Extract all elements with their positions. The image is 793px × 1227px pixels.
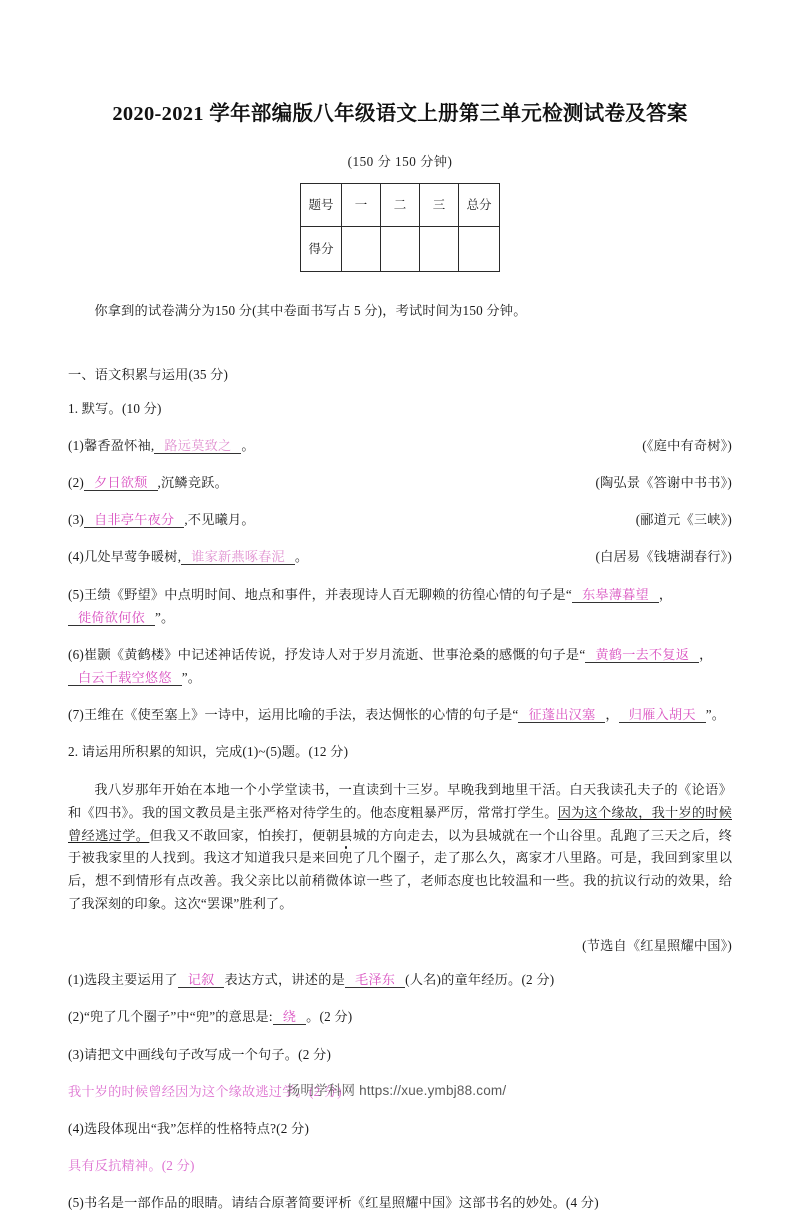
answer-blank-6b[interactable]: 白云千载空悠悠 bbox=[68, 670, 182, 686]
fill-blank-item-3 bbox=[68, 508, 732, 531]
question-2-heading: 2. 请运用所积累的知识，完成(1)~(5)题。(12 分) bbox=[68, 744, 349, 760]
passage-emphasis-char: 兜 bbox=[339, 850, 353, 866]
score-cell-1[interactable] bbox=[381, 226, 420, 271]
item-7-before: 王维在《使至塞上》一诗中，运用比喻的手法，表达惆怅的心情的句子是“ bbox=[83, 706, 519, 722]
sub-answer-blank-2a[interactable]: 绕 bbox=[273, 1009, 306, 1025]
sub-answer-blank-1a[interactable]: 记叙 bbox=[178, 972, 225, 988]
fill-blank-item-7 bbox=[68, 703, 732, 726]
score-table-row-label-0: 题号 bbox=[301, 183, 342, 226]
sub-2-before: “兜了几个圈子”中“兜”的意思是: bbox=[83, 1009, 273, 1025]
citation-3: (郦道元《三峡》) bbox=[635, 512, 732, 528]
sub-question-3-prompt: (3)请把文中画线句子改写成一个句子。(2 分) bbox=[68, 1046, 332, 1062]
item-7-after: ”。 bbox=[705, 706, 726, 722]
passage-underlined-sentence: 因为这个缘故，我十岁的时候曾经逃过学。 bbox=[68, 804, 732, 843]
score-cell-2[interactable] bbox=[420, 226, 459, 271]
item-5-before: 王绩《野望》中点明时间、地点和事件，并表现诗人百无聊赖的彷徨心情的句子是“ bbox=[83, 586, 572, 602]
item-5-mid: ， bbox=[658, 586, 673, 602]
citation-2: (陶弘景《答谢中书书》) bbox=[595, 475, 732, 491]
section-heading-1: 一、语文积累与运用(35 分) bbox=[68, 367, 229, 383]
passage-part-2a: 但我又不敢回家，怕挨打，便朝县城的方向走去，以为县城就在一个山谷里。乱跑了三天之后，终于被我家里的人找到。我这才知道我只是来回 bbox=[68, 827, 732, 866]
answer-blank-7b[interactable]: 归雁入胡天 bbox=[619, 707, 706, 723]
reading-passage bbox=[68, 779, 732, 915]
sub-question-3-answer[interactable]: 我十岁的时候曾经因为这个缘故逃过学。(2 分) bbox=[68, 1083, 342, 1099]
sub-1-mid: 表达方式，讲述的是 bbox=[224, 972, 345, 988]
citation-1: (《庭中有奇树》) bbox=[642, 438, 732, 454]
answer-blank-5b[interactable]: 徙倚欲何依 bbox=[68, 610, 155, 626]
answer-blank-6a[interactable]: 黄鹤一去不复返 bbox=[585, 647, 699, 663]
score-table bbox=[300, 183, 500, 272]
site-watermark: 扬明学科网 https://xue.ymbj88.com/ bbox=[286, 1083, 507, 1098]
item-5-after: ”。 bbox=[154, 609, 175, 625]
item-1-before: 馨香盈怀袖, bbox=[83, 438, 155, 454]
item-6-before: 崔颢《黄鹤楼》中记述神话传说，抒发诗人对于岁月流逝、世事沧桑的感慨的句子是“ bbox=[83, 646, 586, 662]
question-1-heading: 1. 默写。(10 分) bbox=[68, 401, 162, 417]
score-table-col-1: 二 bbox=[381, 183, 420, 226]
score-cell-3[interactable] bbox=[459, 226, 500, 271]
item-3-after: ,不见曦月。 bbox=[184, 512, 255, 528]
item-7-mid: ， bbox=[605, 706, 619, 722]
sub-answer-blank-1b[interactable]: 毛泽东 bbox=[345, 972, 405, 988]
item-6-mid: ， bbox=[699, 646, 713, 662]
sub-1-before: 选段主要运用了 bbox=[83, 972, 178, 988]
sub-1-after: (人名)的童年经历。(2 分) bbox=[405, 972, 555, 988]
page-title: 2020-2021 学年部编版八年级语文上册第三单元检测试卷及答案 bbox=[112, 103, 688, 125]
score-time-subtitle: (150 分 150 分钟) bbox=[347, 153, 453, 169]
sub-question-1 bbox=[68, 968, 732, 991]
item-4-after: 。 bbox=[294, 549, 309, 565]
item-5-number: (5) bbox=[68, 586, 84, 602]
sub-question-2 bbox=[68, 1005, 732, 1028]
exam-instructions: 你拿到的试卷满分为150 分(其中卷面书写占 5 分)，考试时间为150 分钟。 bbox=[94, 302, 527, 318]
fill-blank-item-1 bbox=[68, 434, 732, 457]
answer-blank-3[interactable]: 自非亭午夜分 bbox=[84, 512, 184, 528]
passage-part-1: 我八岁那年开始在本地一个小学堂读书，一直读到十三岁。早晚我到地里干活。白天我读孔夫子的《论语》和《四书》。我的国文教员是主张严格对待学生的。他态度粗暴严厉，常常打学生。 bbox=[68, 782, 732, 820]
item-6-after: ”。 bbox=[181, 669, 202, 685]
answer-blank-7a[interactable]: 征蓬出汉塞 bbox=[518, 707, 605, 723]
passage-source: (节选自《红星照耀中国》) bbox=[582, 938, 732, 954]
table-row-scores bbox=[301, 226, 500, 271]
item-2-number: (2) bbox=[68, 475, 84, 491]
passage-part-2b: 了几个圈子，走了那么久，离家才八里路。可是，我回到家里以后，想不到情形有点改善。我父亲比以前稍微体谅一些了，老师态度也比较温和一些。我的抗议行动的效果，给了我深刻的印象。这次“罢课”胜利了。 bbox=[68, 850, 732, 911]
item-1-after: 。 bbox=[241, 438, 255, 454]
item-7-number: (7) bbox=[68, 706, 84, 722]
score-cell-0[interactable] bbox=[342, 226, 381, 271]
item-2-after: ,沉鳞竞跃。 bbox=[157, 475, 228, 491]
answer-blank-2[interactable]: 夕日欲颓 bbox=[84, 475, 158, 491]
answer-blank-5a[interactable]: 东皋薄暮望 bbox=[572, 587, 659, 603]
score-table-col-0: 一 bbox=[342, 183, 381, 226]
score-table-wrapper bbox=[68, 183, 732, 272]
sub-question-5-prompt: (5)书名是一部作品的眼睛。请结合原著简要评析《红星照耀中国》这部书名的妙处。(4 分) bbox=[68, 1194, 599, 1210]
sub-question-4-prompt: (4)选段体现出“我”怎样的性格特点?(2 分) bbox=[68, 1120, 310, 1136]
item-4-number: (4) bbox=[68, 549, 84, 565]
fill-blank-item-5 bbox=[68, 583, 732, 629]
sub-2-after: 。(2 分) bbox=[306, 1009, 353, 1025]
table-row-header bbox=[301, 183, 500, 226]
score-table-row-label-1: 得分 bbox=[301, 226, 342, 271]
answer-blank-4[interactable]: 谁家新燕啄春泥 bbox=[181, 549, 295, 565]
item-6-number: (6) bbox=[68, 646, 84, 662]
fill-blank-item-4 bbox=[68, 545, 732, 568]
item-1-number: (1) bbox=[68, 438, 84, 454]
fill-blank-item-2 bbox=[68, 471, 732, 494]
score-table-col-3: 总分 bbox=[459, 183, 500, 226]
sub-1-number: (1) bbox=[68, 972, 84, 988]
citation-4: (白居易《钱塘湖春行》) bbox=[595, 549, 732, 565]
sub-question-4-answer[interactable]: 具有反抗精神。(2 分) bbox=[68, 1157, 195, 1173]
item-4-before: 几处早莺争暖树, bbox=[83, 549, 182, 565]
fill-blank-item-6 bbox=[68, 643, 732, 689]
item-3-number: (3) bbox=[68, 512, 84, 528]
answer-blank-1[interactable]: 路远莫致之 bbox=[154, 438, 241, 454]
document-content bbox=[68, 0, 732, 1227]
sub-2-number: (2) bbox=[68, 1009, 84, 1025]
score-table-col-2: 三 bbox=[420, 183, 459, 226]
